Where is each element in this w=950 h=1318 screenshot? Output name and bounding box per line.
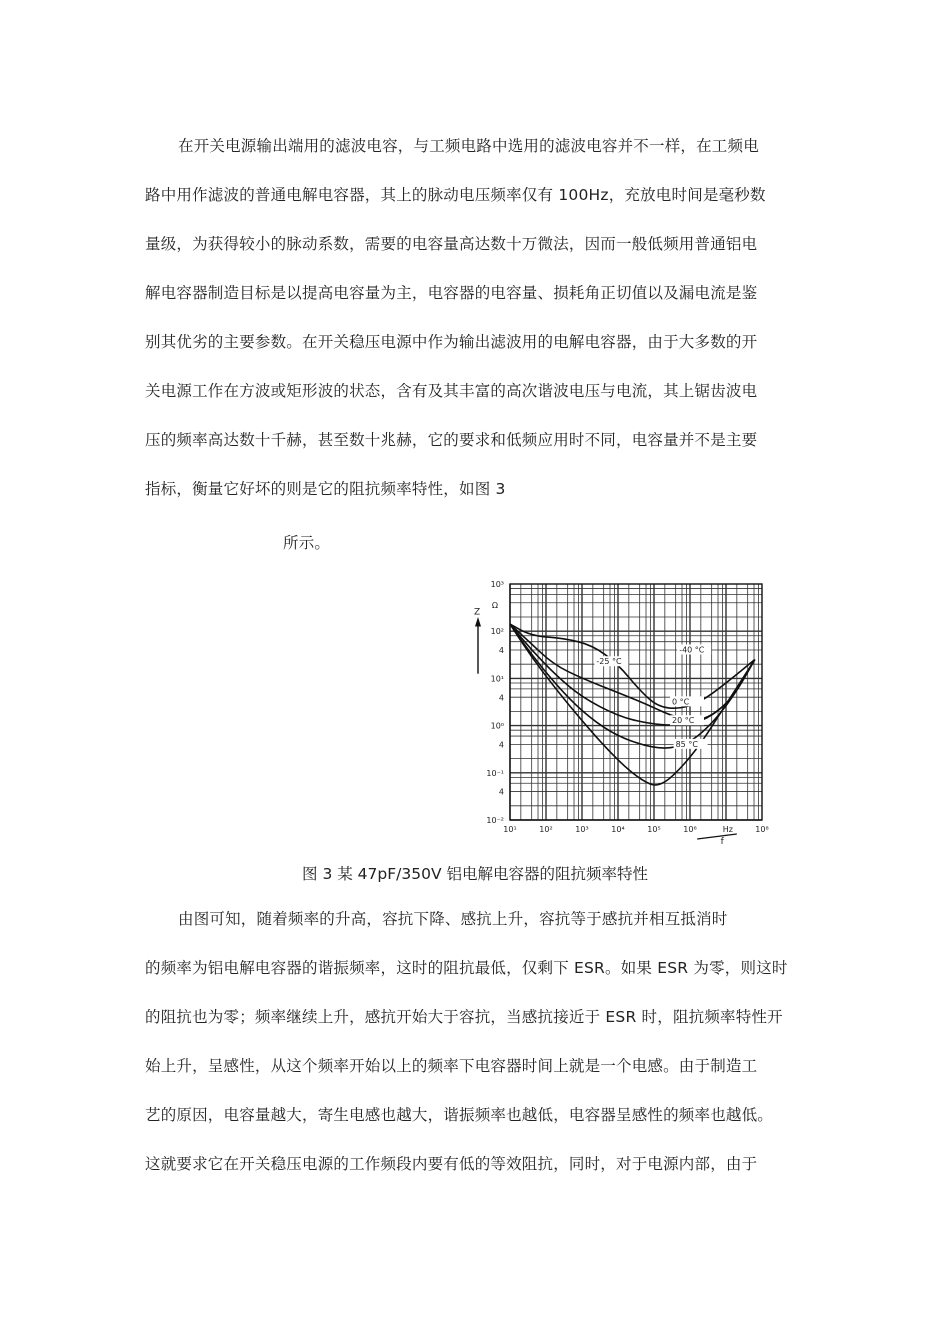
figure-caption: 图 3 某 47pF/350V 铝电解电容器的阻抗频率特性 [302,865,648,883]
text-line: 在开关电源输出端用的滤波电容，与工频电路中选用的滤波电容并不一样，在工频电 [178,137,759,155]
x-tick-label: 10¹ [503,825,517,834]
text-line: 压的频率高达数十千赫，甚至数十兆赫，它的要求和低频应用时不同，电容量并不是主要 [145,431,758,449]
impedance-chart [470,578,780,846]
y-tick-label: 10⁻¹ [486,768,504,778]
text-line: 所示。 [283,534,331,552]
text-line: 的频率为铝电解电容器的谐振频率，这时的阻抗最低，仅剩下 ESR。如果 ESR 为零，则这时 [145,959,788,977]
y-tick-label: 10⁻² [486,816,504,825]
y-tick-label: 4 [498,693,504,703]
curve-label: 85 °C [675,739,698,749]
text-line: 解电容器制造目标是以提高电容量为主，电容器的电容量、损耗角正切值以及漏电流是鉴 [145,284,758,302]
text-line: 关电源工作在方波或矩形波的状态，含有及其丰富的高次谐波电压与电流，其上锯齿波电 [145,382,758,400]
curve-label: 20 °C [672,716,695,726]
x-axis-arrow [697,834,737,839]
curve-label: 0 °C [672,697,690,707]
text-line: 艺的原因，电容量越大，寄生电感也越大，谐振频率也越低，电容器呈感性的频率也越低。 [145,1106,774,1124]
plot-frame [510,584,762,820]
y-unit-label: Ω [491,601,498,611]
text-line: 这就要求它在开关稳压电源的工作频段内要有低的等效阻抗，同时，对于电源内部，由于 [145,1155,758,1173]
x-tick-label: 10⁵ [647,825,661,834]
curve-label: -25 °C [596,657,622,667]
text-line: 始上升，呈感性，从这个频率开始以上的频率下电容器时间上就是一个电感。由于制造工 [145,1057,758,1075]
x-unit-label: Hz [722,825,733,834]
x-tick-label: 10³ [575,825,589,834]
impedance-frequency-figure [470,578,780,846]
x-tick-label: 10² [539,825,553,834]
chart-grid [510,584,762,820]
y-axis-label: Z [474,607,481,618]
text-line: 的阻抗也为零；频率继续上升，感抗开始大于容抗，当感抗接近于 ESR 时，阻抗频率特性开 [145,1008,783,1026]
x-tick-label: 10⁸ [755,825,769,834]
text-line: 指标，衡量它好坏的则是它的阻抗频率特性，如图 3 [145,480,506,498]
text-line: 别其优劣的主要参数。在开关稳压电源中作为输出滤波用的电解电容器，由于大多数的开 [145,333,758,351]
y-tick-label: 10³ [490,580,504,589]
x-tick-labels [503,825,768,846]
y-tick-labels [486,580,504,825]
x-axis-label: f [720,837,724,846]
y-tick-label: 10² [490,627,504,637]
curve-label: -40 °C [679,645,705,655]
y-tick-label: 10⁰ [490,721,504,731]
y-tick-label: 4 [498,740,504,750]
y-tick-label: 4 [498,646,504,656]
y-tick-label: 4 [498,787,504,797]
x-tick-label: 10⁶ [683,825,697,834]
text-line: 量级，为获得较小的脉动系数，需要的电容量高达数十万微法，因而一般低频用普通铝电 [145,235,758,253]
x-tick-label: 10⁴ [611,825,625,834]
y-arrow-head [475,617,481,626]
text-line: 路中用作滤波的普通电解电容器，其上的脉动电压频率仅有 100Hz，充放电时间是毫秒数 [145,186,766,204]
y-tick-label: 10¹ [490,674,504,684]
text-line: 由图可知，随着频率的升高，容抗下降、感抗上升，容抗等于感抗并相互抵消时 [178,910,728,928]
